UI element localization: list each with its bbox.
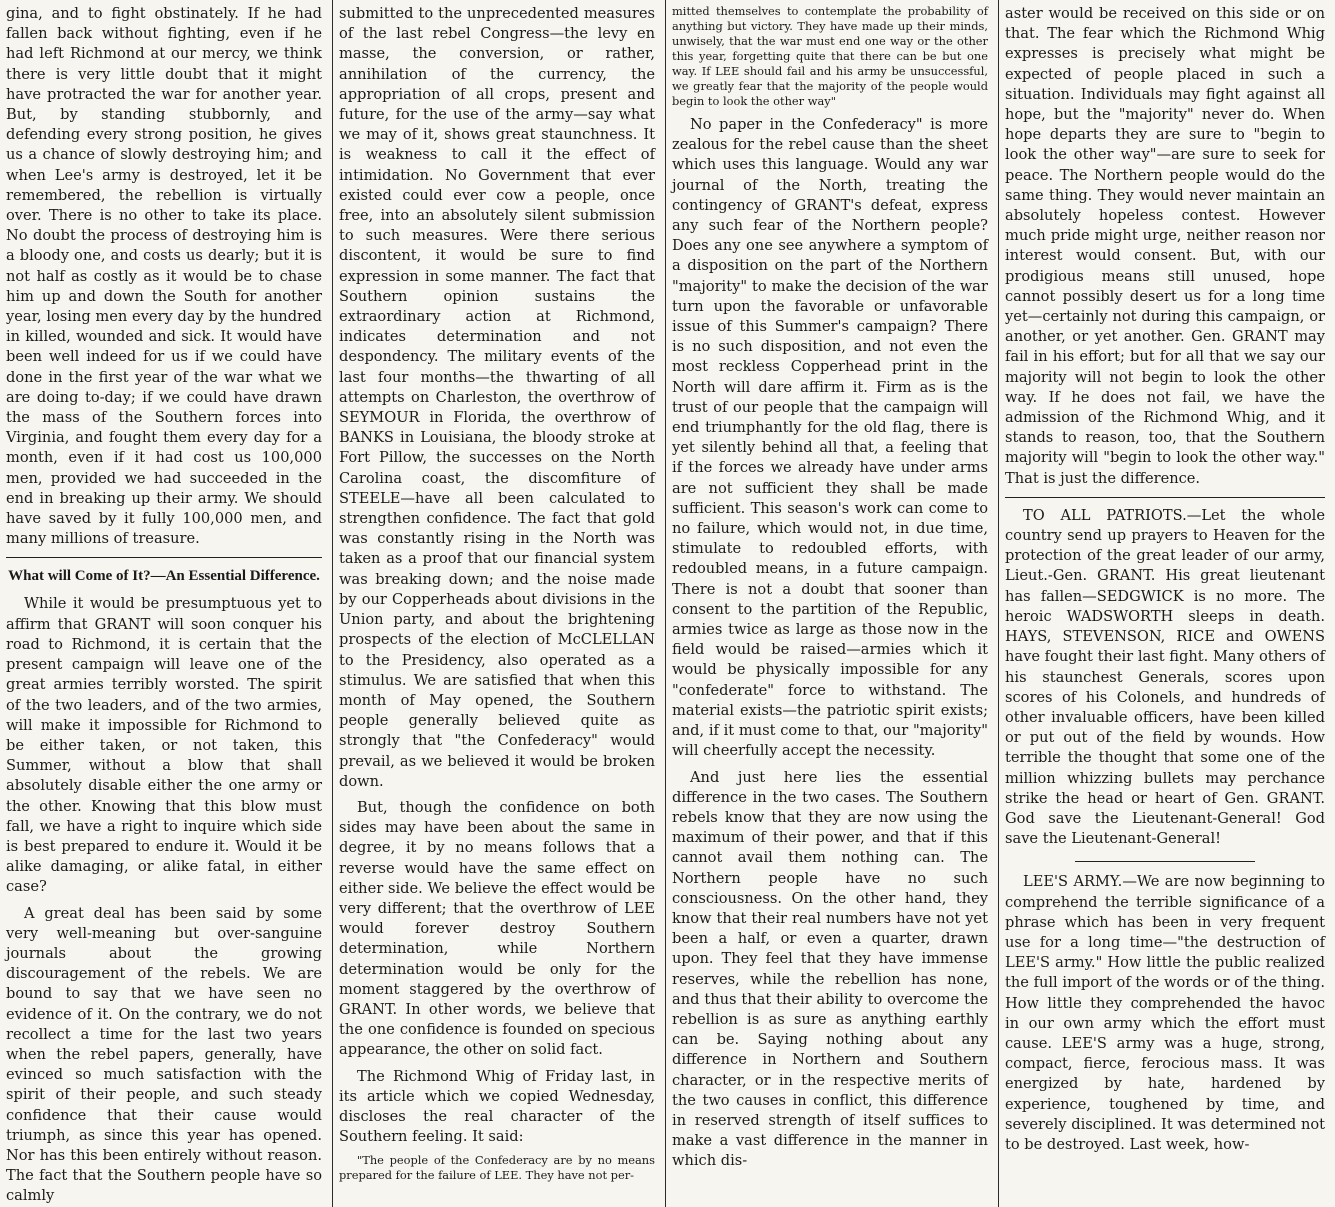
column-2: [333, 0, 666, 1207]
section-divider: [1075, 861, 1254, 862]
article-paragraph: submitted to the unprecedented measures of the last rebel Congress—the levy en masse, the conversion, or rather, annihilation of the currency, the appropriation of all crops, present and future, for the use of the army—say what we may of it, shows great staunchness. It is weakness to call it the effect of intimidation. No Government that ever existed could ever cow a people, once free, into an absolutely silent submission to such measures. Were there serious discontent, it would be sure to find expression in some manner. The fact that Southern opinion sustains the extraordinary action at Richmond, indicates determination and not despondency. The military events of the last four months—the thwarting of all attempts on Charleston, the overthrow of SEYMOUR in Florida, the overthrow of BANKS in Louisiana, the bloody stroke at Fort Pillow, the successes on the North Carolina coast, the discomfiture of STEELE—have all been calculated to strengthen confidence. The fact that gold was constantly rising in the North was taken as a proof that our financial system was breaking down; and the noise made by our Copperheads about divisions in the Union party, and about the brightening prospects of the election of McCLELLAN to the Presidency, also operated as a stimulus. We are satisfied that when this month of May opened, the Southern people generally believed quite as strongly that "the Confederacy" would prevail, as we believed it would be broken down.: [339, 5, 655, 790]
article-paragraph: But, though the confidence on both sides may have been about the same in degree, it by no means follows that a reverse would have the same effect on either side. We believe the effect would be very different; that the overthrow of LEE would forever destroy Southern determination, while Northern determination would be only for the moment staggered by the overthrow of GRANT. In other words, we believe that the one confidence is founded on specious appearance, the other on solid fact.: [339, 798, 655, 1059]
article-paragraph: gina, and to fight obstinately. If he had fallen back without fighting, even if he had left Richmond at our mercy, we think there is very little doubt that it might have protracted the war for another year. But, by standing stubbornly, and defending every strong position, he gives us a chance of slowly destroying him; and when Lee's army is destroyed, let it be remembered, the rebellion is virtually over. There is no other to take its place. No doubt the process of destroying him is a bloody one, and costs us dearly; but it is not half as costly as it would be to chase him up and down the South for another year, losing men every day by the hundred in killed, wounded and sick. It would have been well indeed for us if we could have done in the first year of the war what we are doing to-day; if we could have drawn the mass of the Southern forces into Virginia, and fought them every day for a month, even if it had cost us 100,000 men, provided we had succeeded in the end in breaking up their army. We should have saved by it fully 100,000 men, and many millions of treasure.: [6, 5, 322, 548]
article-paragraph: aster would be received on this side or on that. The fear which the Richmond Whig expresses is precisely what might be expected of people placed in such a situation. Individuals may fight against all hope, but the "majority" never do. When hope departs they are sure to "begin to look the other way"—are sure to seek for peace. The Northern people would do the same thing. They would never maintain an absolutely hopeless contest. However much pride might urge, neither reason nor interest would consent. But, with our prodigious means still unused, hope cannot possibly desert us for a long time yet—certainly not during this campaign, or another, or yet another. Gen. GRANT may fail in his effort; but for all that we say our majority will not begin to look the other way. If he does not fail, we have the admission of the Richmond Whig, and it stands to reason, too, that the Southern majority will "begin to look the other way." That is just the difference.: [1005, 5, 1325, 487]
block-quote: "The people of the Confederacy are by no means prepared for the failure of LEE. They have not per-: [339, 1153, 655, 1183]
article-paragraph: The Richmond Whig of Friday last, in its article which we copied Wednesday, discloses the real character of the Southern feeling. It said:: [339, 1067, 655, 1146]
section-divider: [1005, 497, 1325, 498]
article-paragraph: And just here lies the essential difference in the two cases. The Southern rebels know that they are now using the maximum of their power, and that if this cannot avail them nothing can. The Northern people have no such consciousness. On the other hand, they know that their real numbers have not yet been a half, or even a quarter, drawn upon. They feel that they have immense reserves, while the rebellion has none, and thus that their ability to overcome the rebellion is as sure as anything earthly can be. Saying nothing about any difference in Northern and Southern character, or in the respective merits of the two causes in conflict, this difference in reserved strength of itself suffices to make a vast difference in the manner in which dis-: [672, 768, 988, 1170]
article-paragraph: LEE'S ARMY.—We are now beginning to comprehend the terrible significance of a phrase which has been in very frequent use for a long time—"the destruction of LEE'S army." How little the public realized the full import of the words or of the thing. How little they comprehended the havoc in our own army which the effort must cause. LEE'S army was a huge, strong, compact, fierce, ferocious mass. It was energized by hate, hardened by experience, toughened by time, and severely disciplined. It was determined not to be destroyed. Last week, how-: [1005, 873, 1325, 1153]
article-paragraph: While it would be presumptuous yet to affirm that GRANT will soon conquer his road to Richmond, it is certain that the present campaign will leave one of the great armies terribly worsted. The spirit of the two leaders, and of the two armies, will make it impossible for Richmond to be either taken, or not taken, this Summer, without a blow that shall absolutely disable either the one army or the other. Knowing that this blow must fall, we have a right to inquire which side is best prepared to endure it. Would it be alike damaging, or alike fatal, in either case?: [6, 595, 322, 896]
article-paragraph: A great deal has been said by some very well-meaning but over-sanguine journals about the growing discouragement of the rebels. We are bound to say that we have seen no evidence of it. On the contrary, we do not recollect a time for the last two years when the rebel papers, generally, have evinced so much satisfaction with the spirit of their people, and such steady confidence that their cause would triumph, as since this year has opened. Nor has this been entirely without reason. The fact that the Southern people have so calmly: [6, 904, 322, 1205]
article-headline: What will Come of It?—An Essential Difference.: [8, 568, 320, 585]
column-4: [999, 0, 1335, 1207]
article-paragraph: No paper in the Confederacy" is more zealous for the rebel cause than the sheet which uses this language. Would any war journal of the North, treating the contingency of GRANT's defeat, express any such fear of the Northern people? Does any one see anywhere a symptom of a disposition on the part of the Northern "majority" to make the decision of the war turn upon the favorable or unfavorable issue of this Summer's campaign? There is no such disposition, and not even the most reckless Copperhead print in the North will dare affirm it. Firm as is the trust of our people that the campaign will end triumphantly for the old flag, there is yet silently behind all that, a feeling that if the forces we already have under arms are not sufficient they shall be made sufficient. This season's work can come to no failure, which would not, in due time, stimulate to redoubled efforts, with redoubled means, in a future campaign. There is not a doubt that sooner than consent to the partition of the Republic, armies twice as large as those now in the field would be raised—armies which it would be physically impossible for any "confederate" force to withstand. The material exists—the patriotic spirit exists; and, if it must come to that, our "majority" will cheerfully accept the necessity.: [672, 116, 988, 760]
column-3: [666, 0, 999, 1207]
block-quote: mitted themselves to contemplate the probability of anything but victory. They have made up their minds, unwisely, that the war must end one way or the other this year, forgetting quite that there can be but one way. If LEE should fail and his army be unsuccessful, we greatly fear that the majority of the people would begin to look the other way": [672, 4, 988, 108]
column-1: [0, 0, 333, 1207]
section-divider: [6, 557, 322, 558]
article-paragraph: TO ALL PATRIOTS.—Let the whole country send up prayers to Heaven for the protection of the great leader of our army, Lieut.-Gen. GRANT. His great lieutenant has fallen—SEDGWICK is no more. The heroic WADSWORTH sleeps in death. HAYS, STEVENSON, RICE and OWENS have fought their last fight. Many others of his staunchest Generals, scores upon scores of his Colonels, and hundreds of other invaluable officers, have been killed or put out of the field by wounds. How terrible the thought that some one of the million whizzing bullets may perchance strike the head or heart of Gen. GRANT. God save the Lieutenant-General! God save the Lieutenant-General!: [1005, 506, 1325, 848]
